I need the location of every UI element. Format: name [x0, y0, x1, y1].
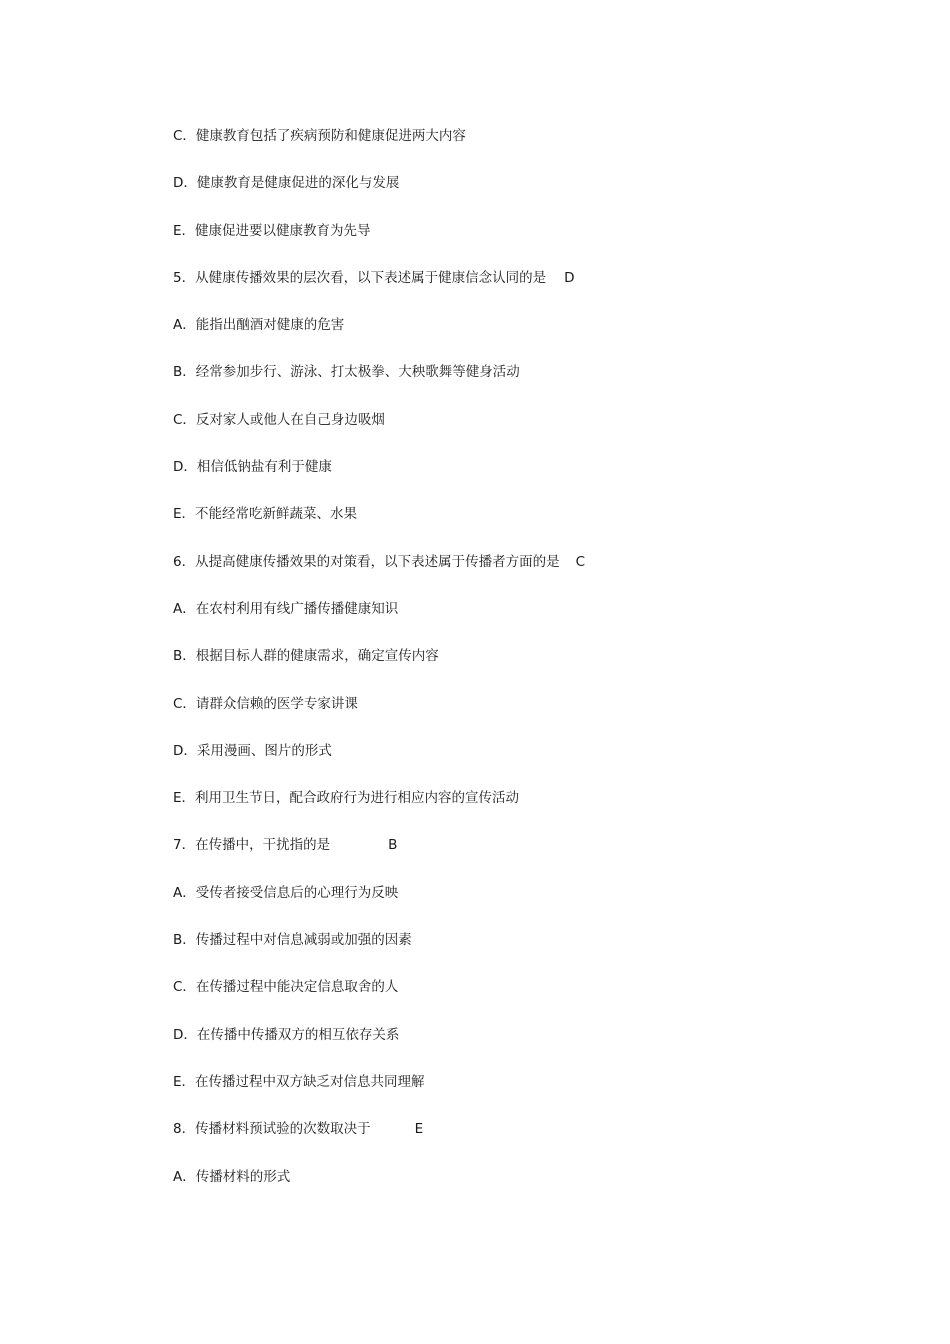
- line-text: C．健康教育包括了疾病预防和健康促进两大内容: [173, 128, 466, 144]
- line-text: D．健康教育是健康促进的深化与发展: [173, 175, 400, 192]
- answer-label: E: [414, 1121, 424, 1138]
- option-line: [173, 597, 873, 644]
- option-line: [173, 1165, 873, 1212]
- line-text: A．传播材料的形式: [173, 1168, 291, 1185]
- line-text: D．采用漫画、图片的形式: [173, 742, 332, 759]
- line-text: D．相信低钠盐有利于健康: [173, 459, 332, 476]
- option-line: [173, 219, 873, 266]
- line-text: B．传播过程中对信息减弱或加强的因素: [173, 932, 412, 949]
- option-line: [173, 455, 873, 502]
- question-line: [173, 266, 873, 313]
- line-text: D．在传播中传播双方的相互依存关系: [173, 1026, 400, 1043]
- option-line: [173, 644, 873, 691]
- option-line: [173, 502, 873, 549]
- line-text: E．在传播过程中双方缺乏对信息共同理解: [173, 1073, 425, 1090]
- option-line: [173, 739, 873, 786]
- line-text: C．在传播过程中能决定信息取舍的人: [173, 979, 399, 996]
- line-text: E．不能经常吃新鲜蔬菜、水果: [173, 506, 358, 523]
- question-line: [173, 550, 873, 597]
- option-line: [173, 928, 873, 975]
- line-text: A．受传者接受信息后的心理行为反映: [173, 884, 399, 901]
- question-text: 7．在传播中，干扰指的是: [173, 837, 331, 854]
- line-text: C．反对家人或他人在自己身边吸烟: [173, 411, 385, 428]
- option-line: [173, 408, 873, 455]
- answer-label: B: [388, 837, 398, 854]
- line-text: E．利用卫生节日，配合政府行为进行相应内容的宣传活动: [173, 790, 520, 807]
- question-text: 8．传播材料预试验的次数取决于: [173, 1121, 371, 1138]
- answer-label: C: [575, 553, 586, 570]
- answer-label: D: [564, 269, 575, 286]
- question-line: [173, 1117, 873, 1164]
- line-text: B．经常参加步行、游泳、打太极拳、大秧歌舞等健身活动: [173, 364, 520, 381]
- question-text: 5．从健康传播效果的层次看，以下表述属于健康信念认同的是: [173, 269, 547, 286]
- option-line: [173, 124, 873, 171]
- line-text: E．健康促进要以健康教育为先导: [173, 222, 371, 239]
- option-line: [173, 171, 873, 218]
- line-text: B．根据目标人群的健康需求，确定宣传内容: [173, 648, 439, 665]
- line-text: A．在农村利用有线广播传播健康知识: [173, 600, 399, 617]
- option-line: [173, 881, 873, 928]
- document-page: [173, 124, 873, 1212]
- question-text: 6．从提高健康传播效果的对策看，以下表述属于传播者方面的是: [173, 553, 560, 570]
- option-line: [173, 360, 873, 407]
- option-line: [173, 975, 873, 1022]
- option-line: [173, 786, 873, 833]
- line-text: A．能指出酗酒对健康的危害: [173, 317, 345, 334]
- option-line: [173, 313, 873, 360]
- line-text: C．请群众信赖的医学专家讲课: [173, 695, 358, 712]
- question-line: [173, 833, 873, 880]
- option-line: [173, 692, 873, 739]
- option-line: [173, 1023, 873, 1070]
- option-line: [173, 1070, 873, 1117]
